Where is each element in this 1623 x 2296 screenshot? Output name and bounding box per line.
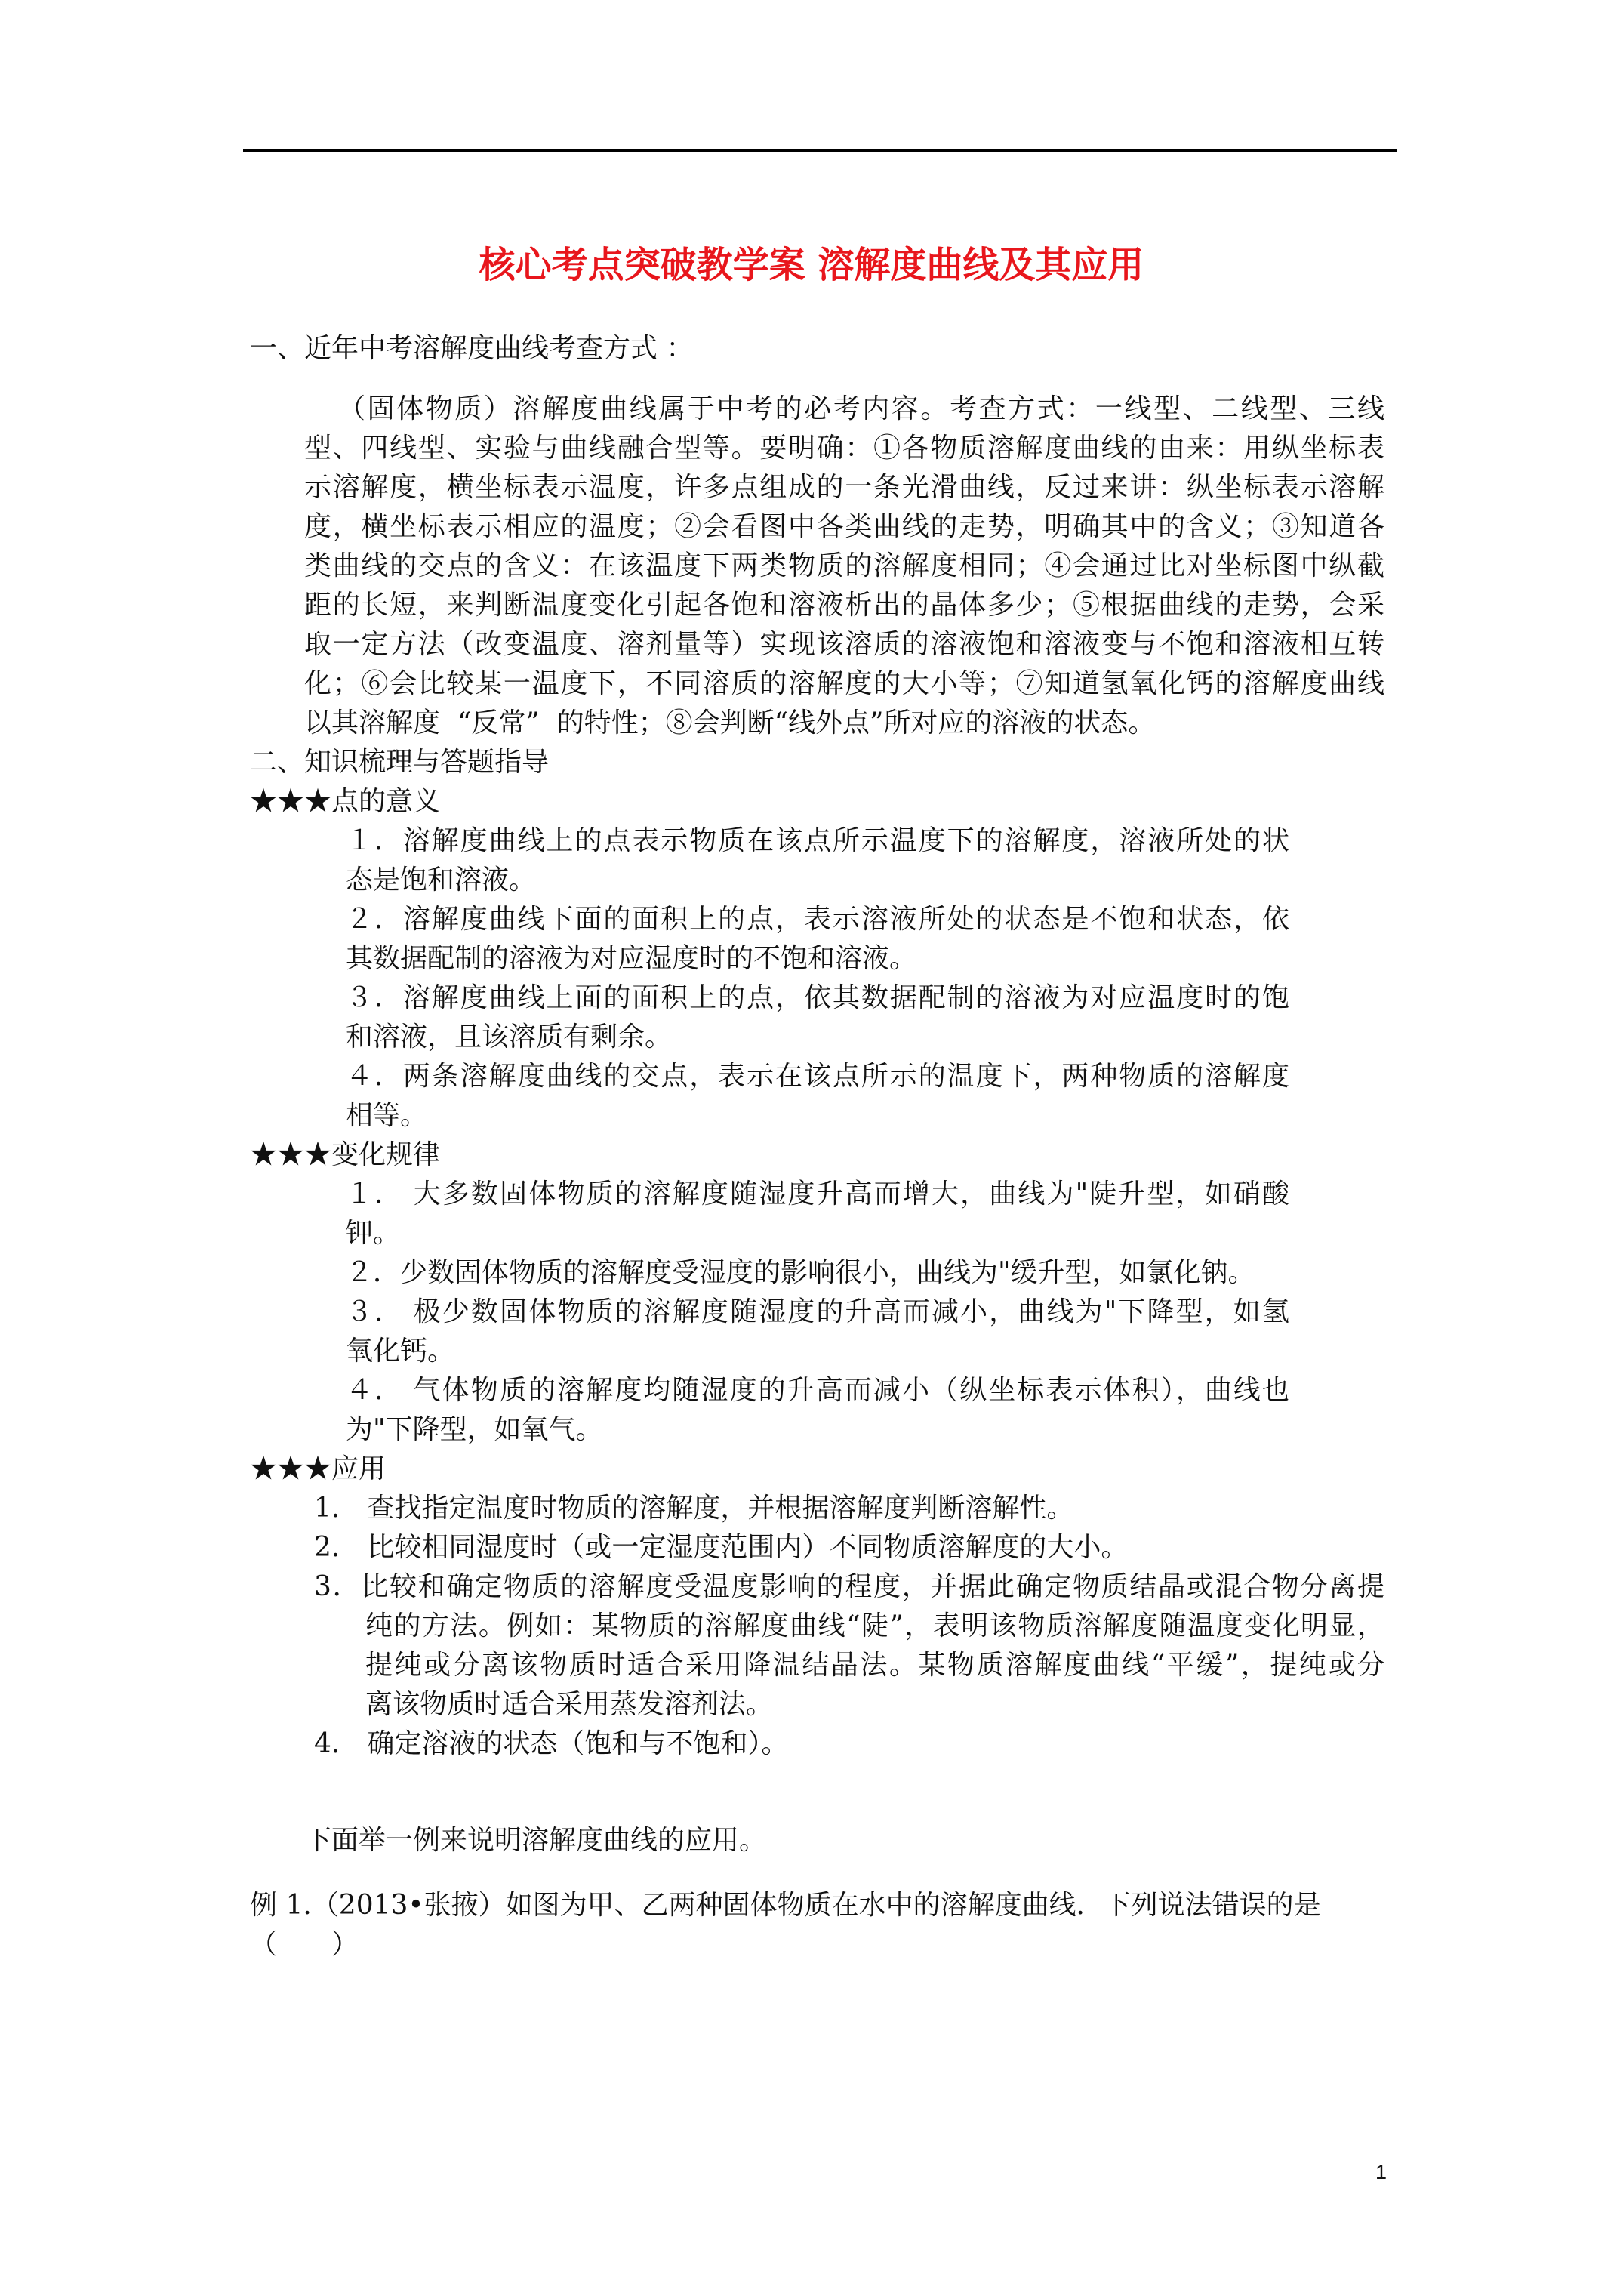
paragraph-line: 距的长短，来判断温度变化引起各饱和溶液析出的晶体多少；⑤根据曲线的走势，会采 [304,590,1384,621]
list-item: ２．溶解度曲线下面的面积上的点，表示溶液所处的状态是不饱和状态，依 [346,904,1289,935]
paragraph-line: 度，横坐标表示相应的温度；②会看图中各类曲线的走势，明确其中的含义；③知道各 [304,511,1384,542]
list-item: ３． 极少数固体物质的溶解度随湿度的升高而减小，曲线为"下降型，如氢 [346,1296,1289,1327]
list-item: 2． 比较相同湿度时（或一定湿度范围内）不同物质溶解度的大小。 [314,1532,1129,1563]
example-question: 例 1.（2013•张掖）如图为甲、乙两种固体物质在水中的溶解度曲线．下列说法错误的是 [250,1890,1321,1921]
paragraph-line: 取一定方法（改变温度、溶剂量等）实现该溶质的溶液饱和溶液变与不饱和溶液相互转 [304,629,1384,660]
change-heading: ★★★变化规律 [250,1139,441,1170]
application-heading: ★★★应用 [250,1453,387,1484]
section-1-heading: 一、近年中考溶解度曲线考查方式 ： [250,333,694,364]
paragraph-line: 以其溶解度 “反常” 的特性；⑧会判断“线外点”所对应的溶液的状态。 [304,707,1156,738]
list-item: 和溶液，且该溶质有剩余。 [346,1022,673,1052]
list-item: ３．溶解度曲线上面的面积上的点，依其数据配制的溶液为对应温度时的饱 [346,982,1289,1013]
list-item: 纯的方法。例如：某物质的溶解度曲线“陡”，表明该物质溶解度随温度变化明显， [365,1610,1384,1641]
list-item: ２．少数固体物质的溶解度受湿度的影响很小，曲线为"缓升型，如氯化钠。 [346,1257,1255,1288]
list-item: １． 大多数固体物质的溶解度随湿度升高而增大，曲线为"陡升型，如硝酸 [346,1179,1289,1210]
page-number: 1 [1375,2161,1387,2184]
paragraph-line: 示溶解度，横坐标表示温度，许多点组成的一条光滑曲线，反过来讲：纵坐标表示溶解 [304,472,1384,503]
list-item: 相等。 [346,1100,428,1131]
list-item: 其数据配制的溶液为对应湿度时的不饱和溶液。 [346,943,917,974]
paragraph-line: （固体物质）溶解度曲线属于中考的必考内容。考查方式：一线型、二线型、三线 [338,393,1384,424]
paragraph-line: 类曲线的交点的含义：在该温度下两类物质的溶解度相同；④会通过比对坐标图中纵截 [304,550,1384,581]
example-intro: 下面举一例来说明溶解度曲线的应用。 [304,1825,767,1856]
list-item: 提纯或分离该物质时适合采用降温结晶法。某物质溶解度曲线“平缓”，提纯或分 [365,1650,1384,1681]
list-item: 1． 查找指定温度时物质的溶解度，并根据溶解度判断溶解性。 [314,1493,1074,1524]
paragraph-line: 型、四线型、实验与曲线融合型等。要明确：①各物质溶解度曲线的由来：用纵坐标表 [304,433,1384,464]
points-heading: ★★★点的意义 [250,786,441,817]
list-item: ４．两条溶解度曲线的交点，表示在该点所示的温度下，两种物质的溶解度 [346,1061,1289,1092]
answer-blank: （ ） [250,1929,359,1960]
list-item: 离该物质时适合采用蒸发溶剂法。 [365,1689,774,1720]
paragraph-line: 化；⑥会比较某一温度下，不同溶质的溶解度的大小等；⑦知道氢氧化钙的溶解度曲线 [304,668,1384,699]
list-item: 4． 确定溶液的状态（饱和与不饱和）。 [314,1728,789,1759]
list-item: 3．比较和确定物质的溶解度受温度影响的程度，并据此确定物质结晶或混合物分离提 [314,1571,1384,1602]
list-item: ４． 气体物质的溶解度均随湿度的升高而减小（纵坐标表示体积），曲线也 [346,1375,1289,1406]
list-item: 钾。 [346,1218,401,1249]
list-item: 氧化钙。 [346,1336,455,1367]
list-item: 态是饱和溶液。 [346,864,537,895]
header-rule [243,149,1397,152]
section-2-heading: 二、知识梳理与答题指导 [250,747,550,778]
list-item: １．溶解度曲线上的点表示物质在该点所示温度下的溶解度，溶液所处的状 [346,825,1289,856]
list-item: 为"下降型，如氧气。 [346,1414,603,1445]
page-title: 核心考点突破教学案 溶解度曲线及其应用 [479,244,1144,286]
